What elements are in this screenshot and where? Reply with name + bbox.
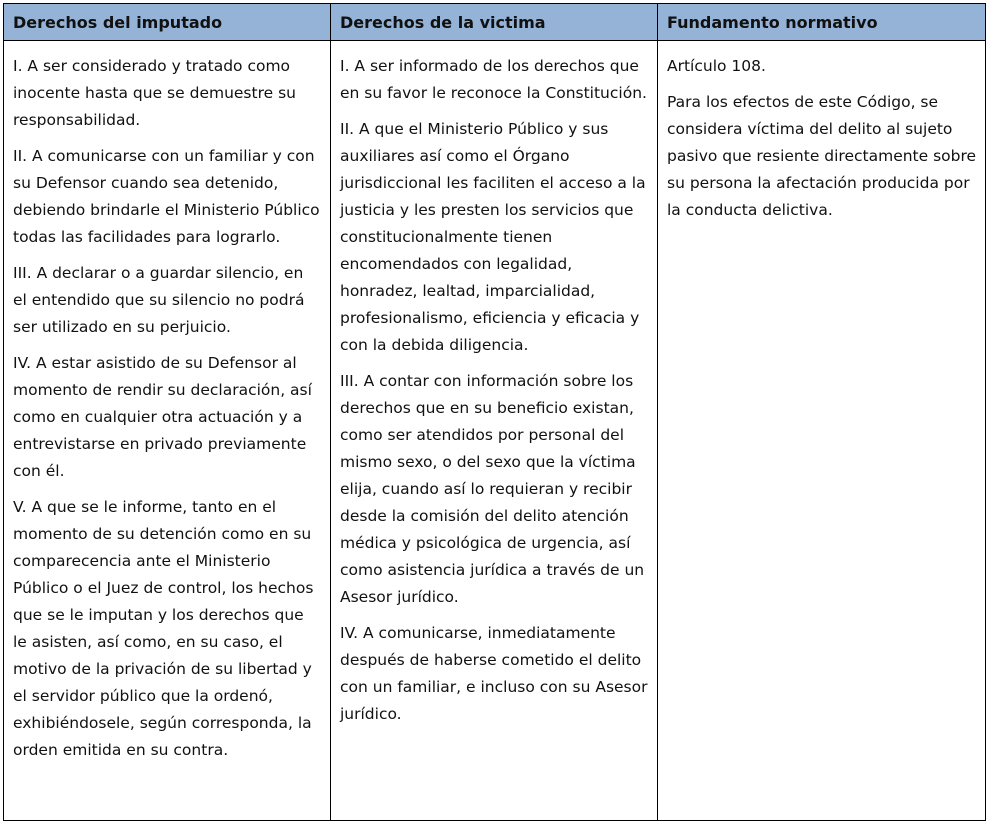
- column-victima: [331, 41, 658, 820]
- header-derechos-imputado: Derechos del imputado: [4, 4, 331, 41]
- column-fundamento: [658, 41, 985, 820]
- victima-paragraph: II. A que el Ministerio Público y sus auxiliares así como el Órgano jurisdiccional les faciliten el acceso a la justicia y les presten los servicios que constitucionalmente tienen encomendados con legalidad, honradez, lealtad, imparcialidad, profesionalismo, eficiencia y eficacia y con la debida diligencia.: [340, 120, 646, 354]
- rights-table: [3, 3, 986, 821]
- header-fundamento-normativo: Fundamento normativo: [658, 4, 985, 41]
- victima-paragraph: I. A ser informado de los derechos que en su favor le reconoce la Constitución.: [340, 57, 647, 102]
- fundamento-paragraph: Para los efectos de este Código, se considera víctima del delito al sujeto pasivo que resiente directamente sobre su persona la afectación producida por la conducta delictiva.: [667, 93, 977, 219]
- column-imputado: [4, 41, 331, 820]
- imputado-paragraph: I. A ser considerado y tratado como inocente hasta que se demuestre su responsabilidad.: [13, 57, 296, 129]
- fundamento-article: Artículo 108.: [667, 57, 766, 75]
- imputado-paragraph: II. A comunicarse con un familiar y con su Defensor cuando sea detenido, debiendo brindarle el Ministerio Público todas las facilidades para lograrlo.: [13, 147, 320, 246]
- imputado-paragraph: IV. A estar asistido de su Defensor al momento de rendir su declaración, así como en cualquier otra actuación y a entrevistarse en privado previamente con él.: [13, 354, 312, 480]
- victima-paragraph: IV. A comunicarse, inmediatamente después de haberse cometido el delito con un familiar, e incluso con su Asesor jurídico.: [340, 624, 648, 723]
- imputado-paragraph: V. A que se le informe, tanto en el momento de su detención como en su comparecencia ante el Ministerio Público o el Juez de control, los hechos que se le imputan y los derechos que le asisten, así como, en su caso, el motivo de la privación de su libertad y el servidor público que la ordenó, exhibiéndosele, según corresponda, la orden emitida en su contra.: [13, 498, 314, 759]
- imputado-paragraph: III. A declarar o a guardar silencio, en el entendido que su silencio no podrá ser utilizado en su perjuicio.: [13, 264, 305, 336]
- header-derechos-victima: Derechos de la victima: [331, 4, 658, 41]
- victima-paragraph: III. A contar con información sobre los derechos que en su beneficio existan, como ser atendidos por personal del mismo sexo, o del sexo que la víctima elija, cuando así lo requieran y recibir desde la comisión del delito atención médica y psicológica de urgencia, así como asistencia jurídica a través de un Asesor jurídico.: [340, 372, 645, 606]
